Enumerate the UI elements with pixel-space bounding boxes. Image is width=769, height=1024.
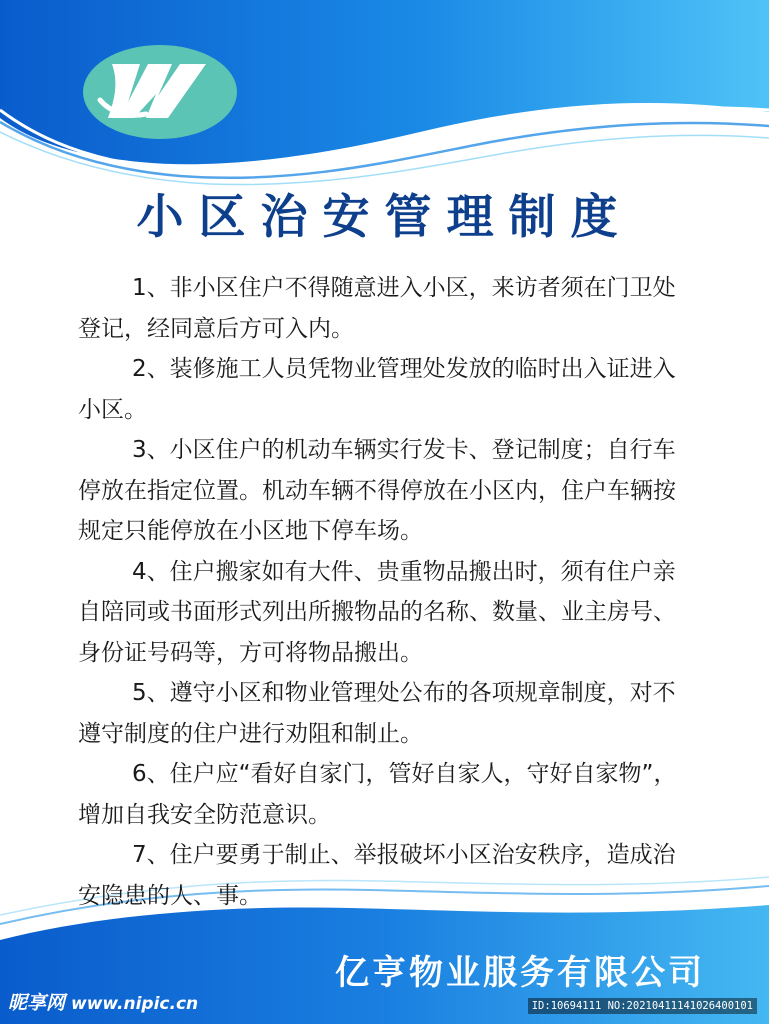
watermark-site-name: 昵享网 bbox=[8, 992, 66, 1014]
rule-item: 1、非小区住户不得随意进入小区，来访者须在门卫处登记，经同意后方可入内。 bbox=[78, 275, 676, 342]
rule-item: 4、住户搬家如有大件、贵重物品搬出时，须有住户亲自陪同或书面形式列出所搬物品的名称、数量、业主房号、身份证号码等，方可将物品搬出。 bbox=[78, 558, 676, 666]
image-id-label: ID:10694111 NO:20210411141026400101 bbox=[528, 998, 757, 1014]
rule-item: 2、装修施工人员凭物业管理处发放的临时出入证进入小区。 bbox=[78, 356, 676, 423]
company-logo bbox=[83, 45, 237, 139]
rule-item: 6、住户应“看好自家门，管好自家人，守好自家物”，增加自我安全防范意识。 bbox=[78, 761, 677, 828]
rule-item: 5、遵守小区和物业管理处公布的各项规章制度，对不遵守制度的住户进行劝阻和制止。 bbox=[78, 680, 676, 747]
company-name: 亿亨物业服务有限公司 bbox=[335, 953, 705, 993]
rules-list bbox=[78, 268, 698, 916]
notice-title: 小区治安管理制度 bbox=[136, 190, 633, 245]
rule-item: 7、住户要勇于制止、举报破坏小区治安秩序，造成治安隐患的人、事。 bbox=[78, 842, 676, 909]
watermark bbox=[8, 988, 198, 1019]
rule-item: 3、小区住户的机动车辆实行发卡、登记制度；自行车停放在指定位置。机动车辆不得停放在小区内，住户车辆按规定只能停放在小区地下停车场。 bbox=[78, 437, 676, 544]
watermark-site-url: www.nipic.cn bbox=[71, 994, 199, 1014]
